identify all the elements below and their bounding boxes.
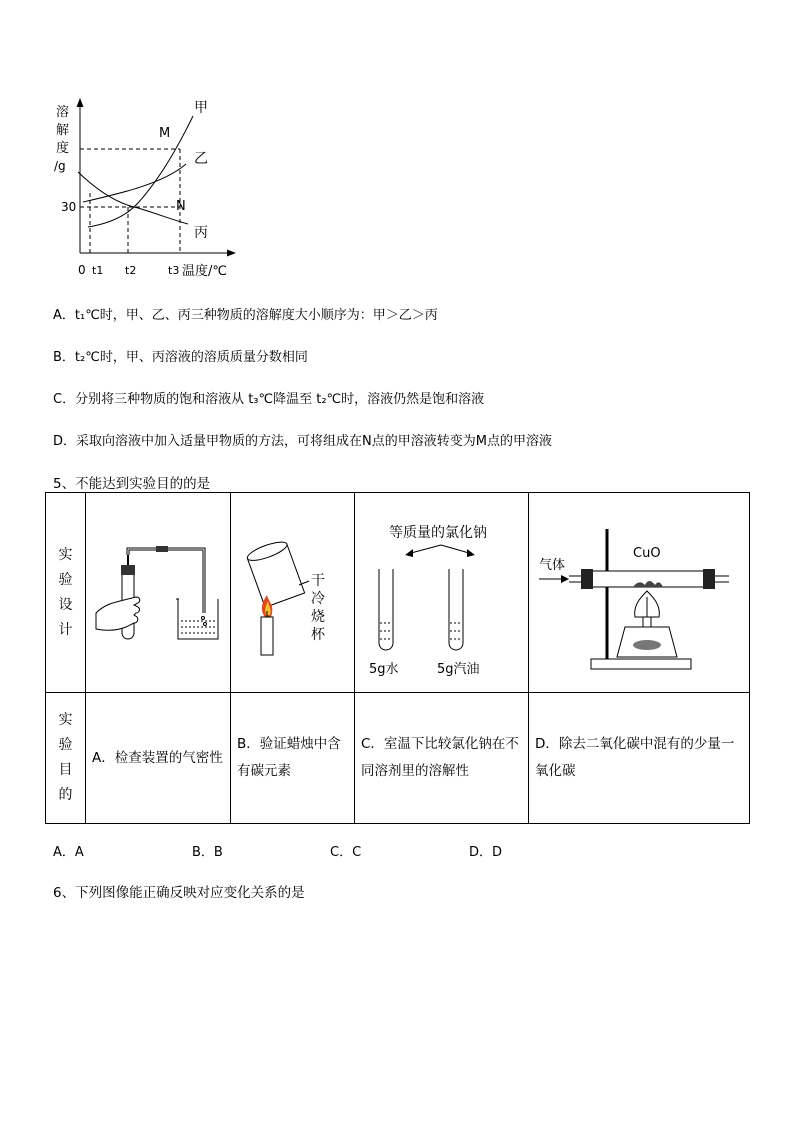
- purpose-c: C．室温下比较氯化钠在不同溶剂里的溶解性: [355, 693, 529, 824]
- figure-b-label-2: 冷: [311, 591, 325, 607]
- row-header-purpose: [46, 693, 86, 824]
- figure-c-test-tubes: [355, 493, 529, 688]
- purpose-b: B．验证蜡烛中含有碳元素: [231, 693, 355, 824]
- question-5-title: 5、不能达到实验目的的是: [53, 476, 211, 492]
- curve-bing: [78, 172, 188, 224]
- question-6-title: 6、下列图像能正确反映对应变化关系的是: [53, 885, 305, 901]
- figure-c-right-label: 5g汽油: [437, 662, 480, 677]
- choice-b: B．B: [192, 845, 223, 860]
- xlabel: 温度/℃: [182, 264, 227, 279]
- y-tick-30: 30: [61, 200, 77, 214]
- ylabel-2: 解: [56, 123, 70, 138]
- option-c: C．分别将三种物质的饱和溶液从 t₃℃降温至 t₂℃时，溶液仍然是饱和溶液: [53, 392, 485, 407]
- label-m: M: [159, 126, 171, 141]
- option-b: B．t₂℃时，甲、丙溶液的溶质质量分数相同: [53, 350, 308, 365]
- tick-t1: t1: [92, 264, 104, 277]
- purpose-d: D．除去二氧化碳中混有的少量一氧化碳: [529, 693, 750, 824]
- figure-c-top-label: 等质量的氯化钠: [389, 525, 487, 541]
- curve-yi: [83, 164, 186, 202]
- figure-d-apparatus: [529, 493, 750, 688]
- header-char: 实: [58, 712, 73, 728]
- y-axis-arrow: [77, 98, 84, 107]
- option-a: A．t₁℃时，甲、乙、丙三种物质的溶解度大小顺序为：甲＞乙＞丙: [53, 308, 438, 323]
- label-n: N: [176, 199, 186, 214]
- origin-label: 0: [78, 263, 86, 277]
- row-header-design: [46, 493, 86, 693]
- figure-c-left-label: 5g水: [369, 662, 399, 677]
- label-bing: 丙: [194, 225, 208, 241]
- tick-t2: t2: [125, 264, 137, 277]
- purpose-a: A．检查装置的气密性: [86, 693, 231, 824]
- choice-c: C．C: [330, 845, 362, 860]
- ylabel-1: 溶: [56, 105, 70, 120]
- solubility-graph: [48, 96, 248, 282]
- figure-c-cell: [355, 493, 529, 693]
- ylabel-4: /g: [54, 159, 66, 173]
- header-char: 验: [58, 737, 73, 753]
- figure-d-cell: [529, 493, 750, 693]
- header-char: 设: [58, 596, 73, 613]
- figure-b-label-1: 干: [311, 573, 325, 589]
- ylabel-3: 度: [56, 141, 70, 156]
- header-char: 实: [58, 546, 73, 563]
- tick-t3: t3: [168, 264, 180, 277]
- experiment-table: [45, 492, 750, 824]
- figure-d-cuo-label: CuO: [633, 546, 661, 561]
- choice-d: D．D: [469, 845, 503, 860]
- figure-b-candle: [231, 493, 355, 688]
- header-char: 验: [58, 571, 73, 588]
- header-char: 计: [58, 621, 73, 638]
- label-jia: 甲: [194, 100, 208, 116]
- header-char: 目: [58, 762, 73, 778]
- header-char: 的: [58, 787, 73, 803]
- figure-a-airtightness: [86, 493, 231, 688]
- figure-d-gas-label: 气体: [539, 558, 566, 573]
- figure-b-label-3: 烧: [311, 609, 325, 625]
- figure-a-cell: [86, 493, 231, 693]
- option-d: D．采取向溶液中加入适量甲物质的方法，可将组成在N点的甲溶液转变为M点的甲溶液: [53, 434, 552, 449]
- figure-b-label-4: 杯: [311, 627, 325, 643]
- x-axis-arrow: [227, 250, 236, 257]
- figure-b-cell: [231, 493, 355, 693]
- label-yi: 乙: [194, 151, 208, 167]
- choice-a: A．A: [53, 845, 84, 860]
